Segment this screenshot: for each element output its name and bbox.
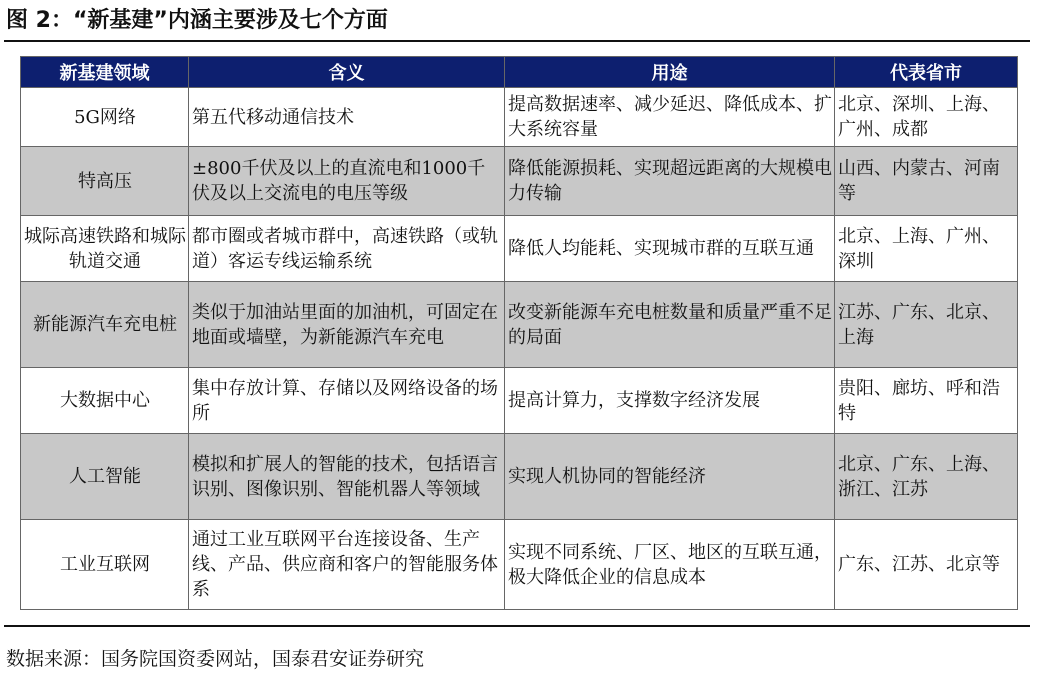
- use-cell: 降低能源损耗、实现超远距离的大规模电力传输: [505, 147, 835, 216]
- provinces-cell: 山西、内蒙古、河南等: [835, 147, 1018, 216]
- table-header-row: [21, 57, 1018, 88]
- field-cell: 新能源汽车充电桩: [21, 282, 189, 368]
- meaning-cell: 模拟和扩展人的智能的技术，包括语言识别、图像识别、智能机器人等领域: [189, 434, 505, 520]
- meaning-cell: 类似于加油站里面的加油机，可固定在地面或墙壁，为新能源汽车充电: [189, 282, 505, 368]
- use-cell: 提高计算力，支撑数字经济发展: [505, 368, 835, 434]
- use-cell: 实现人机协同的智能经济: [505, 434, 835, 520]
- use-cell: 实现不同系统、厂区、地区的互联互通，极大降低企业的信息成本: [505, 520, 835, 610]
- table-row: [21, 520, 1018, 610]
- provinces-cell: 北京、广东、上海、浙江、江苏: [835, 434, 1018, 520]
- table-row: [21, 88, 1018, 147]
- provinces-cell: 北京、上海、广州、深圳: [835, 216, 1018, 282]
- table-row: [21, 282, 1018, 368]
- table-row: [21, 147, 1018, 216]
- column-header-field: 新基建领域: [21, 57, 189, 88]
- title-divider: [4, 40, 1030, 42]
- source-note: 数据来源：国务院国资委网站，国泰君安证券研究: [6, 648, 425, 670]
- meaning-cell: 都市圈或者城市群中，高速铁路（或轨道）客运专线运输系统: [189, 216, 505, 282]
- field-cell: 5G网络: [21, 88, 189, 147]
- figure-title: 图 2：“新基建”内涵主要涉及七个方面: [6, 8, 388, 33]
- provinces-cell: 广东、江苏、北京等: [835, 520, 1018, 610]
- provinces-cell: 江苏、广东、北京、上海: [835, 282, 1018, 368]
- use-cell: 提高数据速率、减少延迟、降低成本、扩大系统容量: [505, 88, 835, 147]
- field-cell: 大数据中心: [21, 368, 189, 434]
- column-header-meaning: 含义: [189, 57, 505, 88]
- meaning-cell: ±800千伏及以上的直流电和1000千伏及以上交流电的电压等级: [189, 147, 505, 216]
- new-infrastructure-table: [20, 56, 1018, 610]
- provinces-cell: 贵阳、廊坊、呼和浩特: [835, 368, 1018, 434]
- field-cell: 城际高速铁路和城际轨道交通: [21, 216, 189, 282]
- column-header-use: 用途: [505, 57, 835, 88]
- column-header-provinces: 代表省市: [835, 57, 1018, 88]
- provinces-cell: 北京、深圳、上海、广州、成都: [835, 88, 1018, 147]
- table-row: [21, 216, 1018, 282]
- field-cell: 工业互联网: [21, 520, 189, 610]
- meaning-cell: 第五代移动通信技术: [189, 88, 505, 147]
- use-cell: 降低人均能耗、实现城市群的互联互通: [505, 216, 835, 282]
- use-cell: 改变新能源车充电桩数量和质量严重不足的局面: [505, 282, 835, 368]
- footer-divider: [4, 625, 1030, 627]
- field-cell: 特高压: [21, 147, 189, 216]
- field-cell: 人工智能: [21, 434, 189, 520]
- table-row: [21, 434, 1018, 520]
- meaning-cell: 通过工业互联网平台连接设备、生产线、产品、供应商和客户的智能服务体系: [189, 520, 505, 610]
- meaning-cell: 集中存放计算、存储以及网络设备的场所: [189, 368, 505, 434]
- table-row: [21, 368, 1018, 434]
